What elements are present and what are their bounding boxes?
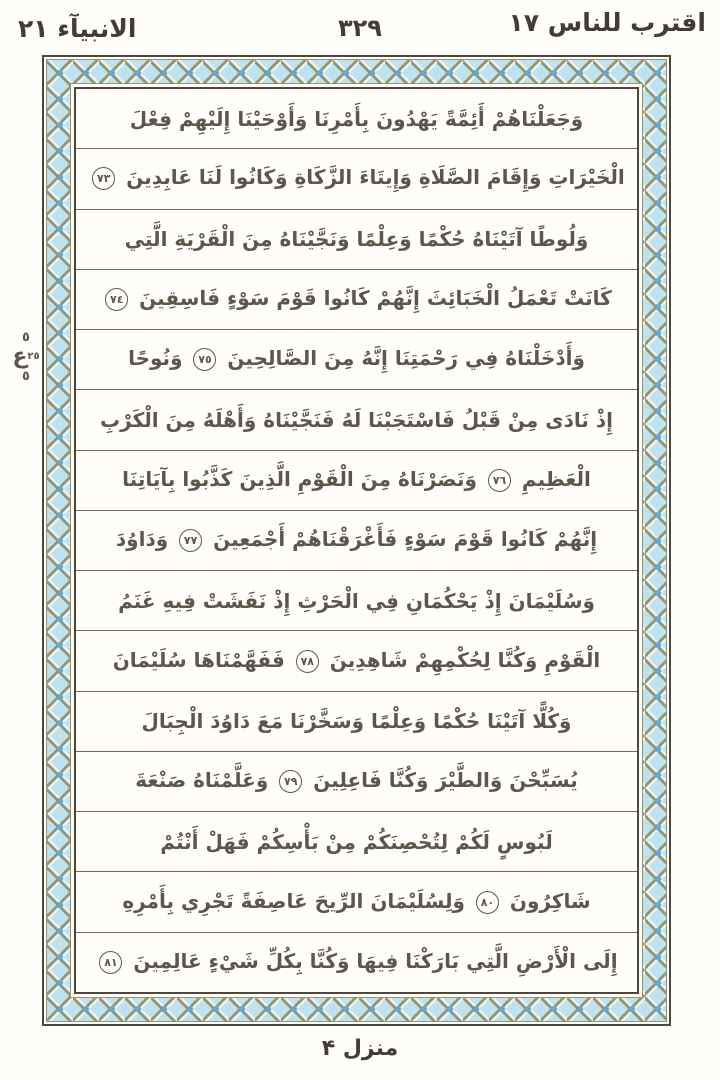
ornamental-frame: [42, 55, 671, 1026]
ruku-verse-count: ٥: [22, 330, 30, 345]
ruku-ain-symbol: ٢٥ع: [12, 344, 40, 369]
text-line: [76, 872, 637, 932]
text-line: [76, 812, 637, 872]
text-line: [76, 89, 637, 149]
text-line: [76, 692, 637, 752]
verse-number-marker: ٧٨: [296, 650, 319, 673]
surah-label: الانبيآء ٢١: [18, 14, 137, 43]
text-line: [76, 451, 637, 511]
verse-number-marker: ٨١: [99, 951, 122, 974]
text-line: [76, 270, 637, 330]
text-line: [76, 149, 637, 209]
ayah-text: وَكُلًّا آتَيْنَا حُكْمًا وَعِلْمًا وَسَخَّرْنَا مَعَ دَاوُدَ الْجِبَالَ: [141, 709, 572, 734]
ruku-number: ٢٥: [27, 351, 40, 362]
text-line: [76, 933, 637, 992]
ayah-text: وَلُوطًا آتَيْنَاهُ حُكْمًا وَعِلْمًا وَنَجَّيْنَاهُ مِنَ الْقَرْيَةِ الَّتِي: [124, 227, 589, 252]
text-line: [76, 511, 637, 571]
quran-text-panel: [74, 87, 639, 994]
verse-number-marker: ٧٧: [179, 529, 202, 552]
text-line: [76, 752, 637, 812]
ayah-text: لَبُوسٍ لَكُمْ لِتُحْصِنَكُمْ مِنْ بَأْسِكُمْ فَهَلْ أَنْتُمْ: [160, 829, 553, 854]
ayah-text: شَاكِرُونَ ٨٠ وَلِسُلَيْمَانَ الرِّيحَ عَاصِفَةً تَجْرِي بِأَمْرِهِ: [122, 888, 591, 913]
verse-number-marker: ٧٦: [488, 469, 511, 492]
ayah-text: الْعَظِيمِ ٧٦ وَنَصَرْنَاهُ مِنَ الْقَوْمِ الَّذِينَ كَذَّبُوا بِآيَاتِنَا: [122, 466, 591, 491]
ayah-text: وَسُلَيْمَانَ إِذْ يَحْكُمَانِ فِي الْحَرْثِ إِذْ نَفَشَتْ فِيهِ غَنَمُ: [118, 588, 595, 613]
text-line: [76, 390, 637, 450]
verse-number-marker: ٨٠: [476, 891, 499, 914]
ayah-text: يُسَبِّحْنَ وَالطَّيْرَ وَكُنَّا فَاعِلِينَ ٧٩ وَعَلَّمْنَاهُ صَنْعَةَ: [135, 768, 578, 793]
ayah-text: وَجَعَلْنَاهُمْ أَئِمَّةً يَهْدُونَ بِأَمْرِنَا وَأَوْحَيْنَا إِلَيْهِمْ فِعْلَ: [129, 106, 584, 131]
text-line: [76, 631, 637, 691]
ayah-text: الْخَيْرَاتِ وَإِقَامَ الصَّلَاةِ وَإِيتَاءَ الزَّكَاةِ وَكَانُوا لَنَا عَابِدِينَ ٧٣: [88, 167, 625, 190]
ayah-text: وَأَدْخَلْنَاهُ فِي رَحْمَتِنَا إِنَّهُ مِنَ الصَّالِحِينَ ٧٥ وَنُوحًا: [128, 346, 585, 371]
ayah-text: إِلَى الْأَرْضِ الَّتِي بَارَكْنَا فِيهَا وَكُنَّا بِكُلِّ شَيْءٍ عَالِمِينَ ٨١: [95, 951, 617, 974]
ayah-text: إِذْ نَادَى مِنْ قَبْلُ فَاسْتَجَبْنَا لَهُ فَنَجَّيْنَاهُ وَأَهْلَهُ مِنَ الْكَرْبِ: [100, 407, 613, 432]
ruku-juz-count: ٥: [22, 369, 30, 384]
verse-number-marker: ٧٣: [92, 167, 115, 190]
juz-label: اقترب للناس ١٧: [508, 8, 706, 37]
decorative-border-band: [46, 59, 667, 1022]
ayah-text: كَانَتْ تَعْمَلُ الْخَبَائِثَ إِنَّهُمْ كَانُوا قَوْمَ سَوْءٍ فَاسِقِينَ ٧٤: [101, 288, 612, 311]
verse-number-marker: ٧٥: [193, 348, 216, 371]
ruku-marker: [8, 330, 44, 384]
text-line: [76, 210, 637, 270]
manzil-label: منزل ۴: [321, 1036, 399, 1061]
verse-number-marker: ٧٤: [105, 288, 128, 311]
ayah-text: إِنَّهُمْ كَانُوا قَوْمَ سَوْءٍ فَأَغْرَقْنَاهُمْ أَجْمَعِينَ ٧٧ وَدَاوُدَ: [115, 526, 598, 551]
ayah-text: الْقَوْمِ وَكُنَّا لِحُكْمِهِمْ شَاهِدِينَ ٧٨ فَفَهَّمْنَاهَا سُلَيْمَانَ: [112, 647, 601, 672]
page-number: ٣٢٩: [338, 14, 382, 42]
text-line: [76, 571, 637, 631]
text-line: [76, 330, 637, 390]
verse-number-marker: ٧٩: [279, 770, 302, 793]
